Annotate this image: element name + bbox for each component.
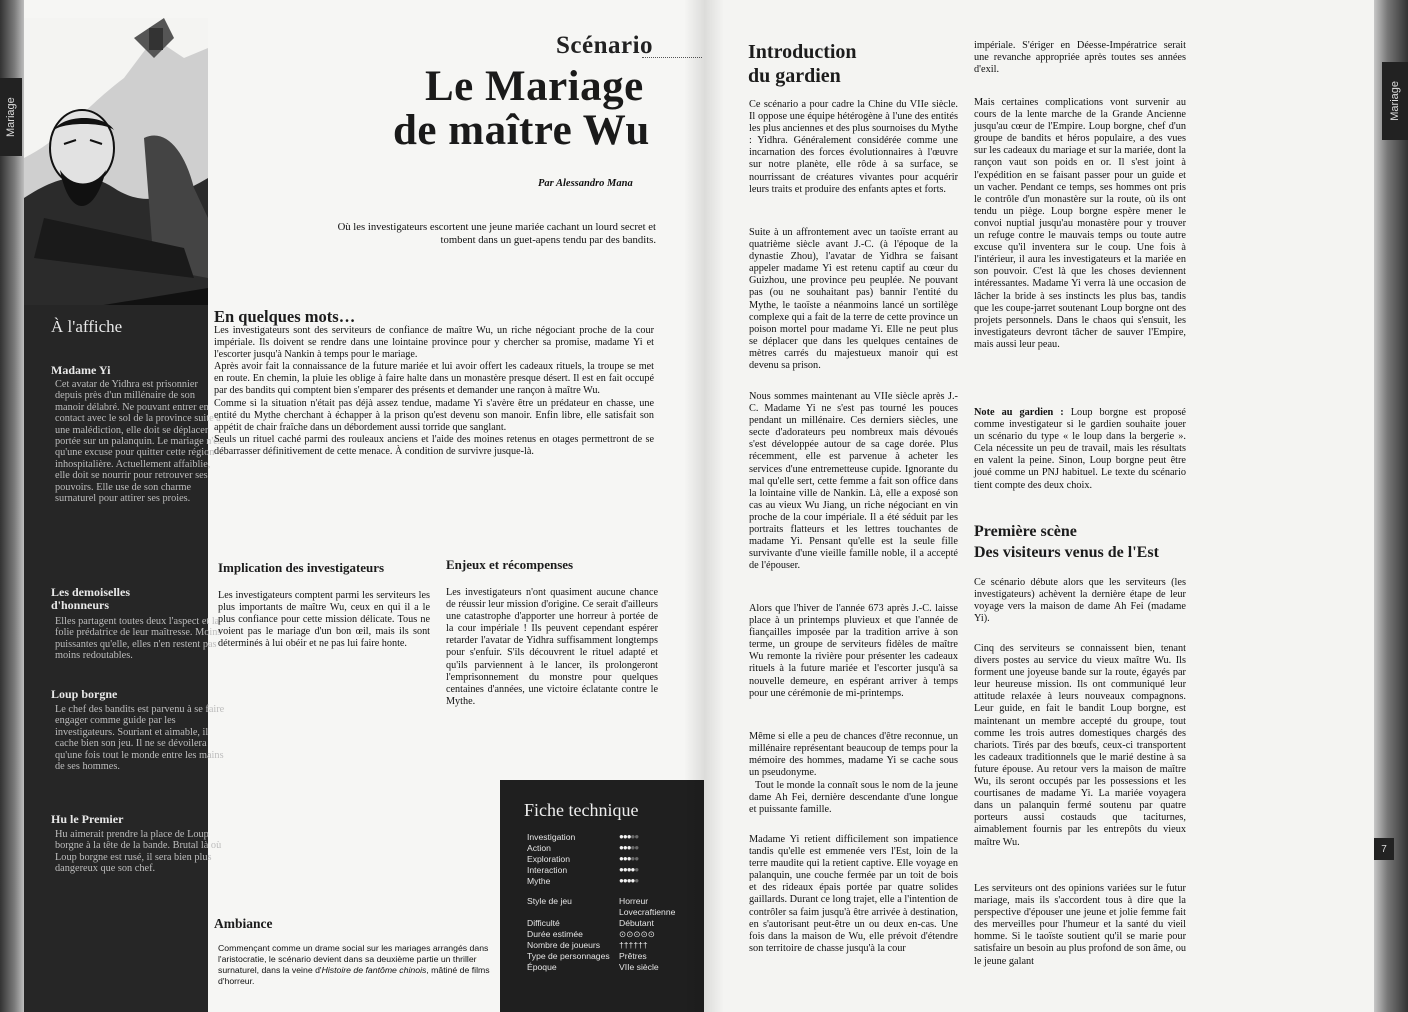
rating-dots xyxy=(619,843,638,852)
summary-paragraph: Les investigateurs sont des serviteurs de confiance de maître Wu, un riche négociant proche de la cour impériale. Ils doivent se rendre dans une lointaine province pour y chercher sa promise, madame Yi et l'escorter jusqu'à Nankin à temps pour le mariage. xyxy=(214,325,654,361)
gm-note-label: Note au gardien : xyxy=(974,407,1064,418)
filled-dot-icon: ● xyxy=(622,865,627,874)
detail-label: Type de personnages xyxy=(527,951,610,961)
book-spine xyxy=(684,0,724,1012)
gm-intro-paragraph: Ce scénario a pour cadre la Chine du VIIe siècle. Il oppose une équipe hétérogène à l'une des entités les plus anciennes et des plus sournoises du Mythe : Yidhra. Généralement considérée comme une incarnation des forces évolutionnaires à l'œuvre sur notre planète, elle rôde à sa surface, se nourrissant de créatures vivantes pour acquérir leurs traits et produire des enfants aptes et forts. xyxy=(749,99,958,195)
implication-text: Les investigateurs comptent parmi les serviteurs les plus importants de maître Wu, ceux en qui il a le plus confiance pour cette mission délicate. Tous ne voient pas le mariage d'un bon œil, mais ils sont déterminés à lui obéir et ne pas lui faire honte. xyxy=(218,590,430,650)
filled-dot-icon: ● xyxy=(626,854,631,863)
filled-dot-icon: ● xyxy=(622,843,627,852)
filled-dot-icon: ● xyxy=(619,843,623,852)
gm-note-text: Loup borgne est proposé comme investigateur si le gardien souhaite jouer un scénario du type « le loup dans la bergerie ». Cela nécessite un peu de travail, mais les résultats en valent la peine. Sinon, Loup borgne peut être joué comme un PNJ habituel. Le texte du scénario tient compte des deux choix. xyxy=(974,407,1186,491)
style-value: Horreur Lovecraftienne xyxy=(619,896,676,917)
chapter-tab-label: Mariage xyxy=(5,97,17,137)
technical-sheet xyxy=(500,780,704,1012)
stakes-text: Les investigateurs n'ont quasiment aucune chance de réussir leur mission d'origine. Ce serait d'ailleurs une catastrophe d'apporter une horreur à portée de la cour impériale ! Ils peuvent cependant espérer retarder l'avatar de Yidhra suffisamment longtemps pour s'enfuir. S'ils découvrent le rituel adapté et qu'ils parviennent à le lancer, ils prolongeront l'emprisonnement du monstre pour quelques centaines d'années, une victoire éclatante contre le Mythe. xyxy=(446,587,658,707)
gm-intro-heading xyxy=(748,40,857,88)
ambiance-text xyxy=(218,943,500,987)
first-scene-heading xyxy=(974,521,1159,563)
chapter-tab-label: Mariage xyxy=(1389,81,1401,121)
ambiance-film-title: Histoire de fantôme chinois xyxy=(321,965,427,975)
scenario-title-line2: de maître Wu xyxy=(393,107,650,154)
gm-intro-heading-line: Introduction xyxy=(748,41,857,63)
first-scene-paragraph: Les serviteurs ont des opinions variées sur le futur mariage, mais ils s'accordent tous à dire que la perspective d'épouser une jeune et jolie femme fait des merveilles pour l'humeur et la santé du vieil homme. Si le taoïste soutient qu'il se marie pour satisfaire un besoin au plus profond de son âme, ou le jeune galant xyxy=(974,883,1186,967)
scenario-hook: Où les investigateurs escortent une jeune mariée cachant un lourd secret et tombent dans un guet-apens tendu par des bandits. xyxy=(337,221,656,246)
cast-description: Hu aimerait prendre la place de Loup borgne à la tête de la bande. Brutal là où Loup borgne est rusé, il sera bien plus dangereux que son chef. xyxy=(55,829,222,875)
filled-dot-icon: ● xyxy=(626,832,631,841)
detail-value: Prêtres xyxy=(619,951,647,961)
author-credit: Par Alessandro Mana xyxy=(538,178,633,189)
scenario-title-line1: Le Mariage xyxy=(425,63,644,110)
style-label: Style de jeu xyxy=(527,896,572,906)
empty-dot-icon: ● xyxy=(634,876,639,885)
summary-paragraph: Comme si la situation n'était pas déjà assez tendue, madame Yi s'avère être un prédateur en chasse, une entité du Mythe cherchant à échapper à la prison qu'est devenu son manoir. Enfin libre, elle satisfait son appétit de chair fraîche dans un débordement aussi torride que sanglant. xyxy=(214,397,654,433)
filled-dot-icon: ● xyxy=(619,854,623,863)
cast-name: Hu le Premier xyxy=(51,812,124,826)
filled-dot-icon: ● xyxy=(619,865,623,874)
empty-dot-icon: ● xyxy=(634,865,639,874)
cast-name: Loup borgne xyxy=(51,687,118,701)
page-number-text: 7 xyxy=(1381,843,1387,855)
empty-dot-icon: ● xyxy=(634,832,639,841)
cast-sidebar xyxy=(24,305,225,1012)
technical-sheet-heading: Fiche technique xyxy=(524,800,639,820)
empty-dot-icon: ● xyxy=(634,854,639,863)
page-number-right xyxy=(1374,838,1394,860)
right-page xyxy=(704,0,1408,1012)
cast-name: Les demoiselles d'honneurs xyxy=(51,585,130,612)
gm-intro-paragraph: Nous sommes maintenant au VIIe siècle après J.-C. Madame Yi ne s'est pas tourné les pouces pendant un millénaire. Ces derniers siècles, une secte d'adorateurs peu nombreux mais dévoués s'est développée autour de sa cage dorée. Plus récemment, elle est parvenue à acheter les services d'une entremetteuse cupide. Ignorante du mal qu'elle sert, cette femme a fait son office dans la lointaine ville de Nankin. Là, elle a exposé son cas au vieux Wu Jiang, un riche négociant en vin proche de la cour impériale. Il a été séduit par les portraits flatteurs et les lettres touchantes de madame Yi. Pensant qu'elle est la seule fille survivante d'une vieille famille noble, il a accepté de l'épouser. xyxy=(749,391,958,572)
filled-dot-icon: ● xyxy=(626,876,631,885)
filled-dot-icon: ● xyxy=(622,876,627,885)
summary-paragraph: Seuls un rituel caché parmi des rouleaux anciens et l'aide des moines retenus en otages permettront de se débarrasser définitivement de cette menace. À condition de survivre jusque-là. xyxy=(214,433,654,457)
filled-dot-icon: ● xyxy=(622,832,627,841)
detail-label: Nombre de joueurs xyxy=(527,940,601,950)
stakes-heading: Enjeux et récompenses xyxy=(446,557,574,572)
implication-heading: Implication des investigateurs xyxy=(218,560,385,575)
detail-value: ⊙⊙⊙⊙⊙ xyxy=(619,929,656,939)
gm-intro-paragraph: Mais certaines complications vont survenir au cours de la lente marche de la Grande Ancienne jusqu'au cœur de l'Empire. Loup borgne, chef d'un groupe de bandits et héros populaire, a des vues sur les cadeaux du mariage et sur la mariée, dont la rançon vaut son poids en or. Il s'est joint à l'expédition en se faisant passer pour un guide et un vacher. Pendant ce temps, ses hommes ont pris le contrôle d'un monastère sur la route, où ils ont tendu un piège. Loup borgne espère mener le convoi nuptial jusqu'au monastère pour y trouver un refuge contre le mauvais temps ou toute autre excuse qu'il inventera sur le coup. Une fois à l'intérieur, il aura les investigateurs et la mariée en son pouvoir. C'est là que les choses deviennent intéressantes. Madame Yi verra là une occasion de lâcher la bride à ses instincts les plus bas, tandis que les coupe-jarret soutenant Loup borgne ont des projets personnels. Dans le chaos qui s'ensuit, les investigateurs devront tâcher de sauver l'Empire, mais aussi leur peau. xyxy=(974,97,1186,350)
sidebar-heading: À l'affiche xyxy=(51,317,123,336)
detail-label: Époque xyxy=(527,962,557,972)
rating-dots xyxy=(619,854,638,863)
ambiance-text-part: Commençant comme un drame social sur les mariages arrangés dans l'aristocratie, le scénario devient dans sa deuxième partie un thriller surnaturel, dans la veine d' xyxy=(218,943,489,975)
first-scene-heading-line: Première scène xyxy=(974,523,1077,540)
bearded-man-drawing xyxy=(24,18,208,318)
detail-value: Débutant xyxy=(619,918,654,928)
filled-dot-icon: ● xyxy=(626,865,631,874)
cast-description: Cet avatar de Yidhra est prisonnier depuis près d'un millénaire de son manoir délabré. Ne pouvant entrer en contact avec le sol de la province suite à une malédiction, elle doit se déplacer portée sur un palanquin. Le mariage n'est qu'une excuse pour quitter cette région inhospitalière. Actuellement affaiblie, elle doit se nourrir pour retrouver ses pouvoirs. Elle use de son charme surnaturel pour attirer ses proies. xyxy=(55,379,225,505)
gm-intro-heading-line: du gardien xyxy=(748,65,841,87)
empty-dot-icon: ● xyxy=(634,843,639,852)
filled-dot-icon: ● xyxy=(619,876,623,885)
detail-value: VIIe siècle xyxy=(619,962,659,972)
rating-label: Action xyxy=(527,843,551,853)
rating-dots xyxy=(619,876,638,885)
ambiance-text-part: , mâtiné de films d'horreur. xyxy=(218,965,490,986)
rating-dots xyxy=(619,865,638,874)
filled-dot-icon: ● xyxy=(622,854,627,863)
empty-dot-icon: ● xyxy=(630,843,635,852)
cast-description: Le chef des bandits est parvenu à se faire engager comme guide par les investigateurs. Souriant et aimable, il cache bien son jeu. Il ne se dévoilera qu'une fois tout le monde entre les mains de ses hommes. xyxy=(55,704,225,773)
detail-label: Durée estimée xyxy=(527,929,583,939)
filled-dot-icon: ● xyxy=(619,832,623,841)
rating-label: Mythe xyxy=(527,876,551,886)
gm-intro-paragraph: impériale. S'ériger en Déesse-Impératrice serait une revanche appropriée après toutes ses années d'exil. xyxy=(974,40,1186,76)
detail-label: Difficulté xyxy=(527,918,560,928)
rating-label: Exploration xyxy=(527,854,570,864)
filled-dot-icon: ● xyxy=(630,865,635,874)
first-scene-heading-line: Des visiteurs venus de l'Est xyxy=(974,544,1159,561)
gm-intro-paragraph: Suite à un affrontement avec un taoïste errant au quatrième siècle avant J.-C. (à l'époque de la dynastie Zhou), l'avatar de Yidhra se faisant appeler madame Yi est retenu captif au cœur du Guizhou, une province peu peuplée. Ne pouvant pas (ou ne souhaitant pas) bannir l'entité du Mythe, le taoïste a néanmoins lancé un sortilège complexe qui a fait de la terre de cette province un poison mortel pour madame Yi. Elle ne peut plus se déplacer que dans les quelques centaines de mètres carrés du majestueux manoir qui est devenu sa prison. xyxy=(749,227,958,372)
summary-heading: En quelques mots… xyxy=(214,307,356,326)
gm-intro-paragraph: Alors que l'hiver de l'année 673 après J.-C. laisse place à un printemps pluvieux et que l'année de fiançailles imposée par la tradition arrive à son terme, un groupe de serviteurs fidèles de maître Wu remonte la rivière pour présenter les cadeaux rituels à la future mariée et l'escorter jusqu'à sa nouvelle demeure, en espérant arriver à temps pour une cérémonie de mi-printemps. xyxy=(749,603,958,699)
right-page-edge xyxy=(1374,0,1408,1012)
empty-dot-icon: ● xyxy=(630,854,635,863)
character-illustration xyxy=(24,18,208,318)
summary-text xyxy=(214,325,654,458)
rating-dots xyxy=(619,832,638,841)
gm-note xyxy=(974,407,1186,492)
filled-dot-icon: ● xyxy=(626,843,631,852)
chapter-tab-right xyxy=(1382,62,1408,140)
gm-intro-paragraph: Madame Yi retient difficilement son impatience tandis qu'elle est emmenée vers l'Est, loin de la terre maudite qui la retient captive. Elle voyage en palanquin, une couche fermée par un toit de bois et des rideaux épais portée par quatre solides gaillards. Durant ce long trajet, elle a l'intention de contrôler sa faim jusqu'à être arrivée à destination, en s'autorisant peut-être un ou deux en-cas. Une fois dans la maison de Wu, elle prévoit d'étendre son territoire de chasse jusqu'à la cour xyxy=(749,834,958,954)
detail-value: †††††† xyxy=(619,940,648,950)
first-scene-paragraph: Cinq des serviteurs se connaissent bien, tenant divers postes au service du vieux maître Wu. Ils forment une joyeuse bande sur la route, égayés par leur heureuse mission. Ils ont communiqué leur attitude relaxée à leurs nouveaux compagnons. Leur guide, en fait le bandit Loup borgne, est maintenant un membre accepté du groupe, tout comme les trois autres domestiques chargés des chariots. Tirés par des bœufs, ceux-ci transportent les cadeaux traditionnels que le marié destine à sa future épouse. Au retour vers la maison de maître Wu, ils seront occupés par les possessions et les courtisanes de madame Yi. La mariée voyagera dans un palanquin fermé soutenu par quatre porteurs aussi costauds que taciturnes, aimablement fournis par les entrepôts du vieux maître Wu. xyxy=(974,643,1186,848)
summary-paragraph: Après avoir fait la connaissance de la future mariée et lui avoir offert les cadeaux rituels, la troupe se met en route. En chemin, la pluie les oblige à faire halte dans un monastère presque désert. Il est en fait occupé par des bandits qui comptent bien s'emparer des présents et demander une rançon à maître Wu. xyxy=(214,361,654,397)
rating-label: Interaction xyxy=(527,865,568,875)
filled-dot-icon: ● xyxy=(630,876,635,885)
cast-description: Elles partagent toutes deux l'aspect et la folie prédatrice de leur maîtresse. Moins puissantes qu'elle, elles n'en restent pas moins redoutables. xyxy=(55,616,222,662)
gm-intro-paragraph: Même si elle a peu de chances d'être reconnue, un millénaire représentant beaucoup de temps pour la mémoire des hommes, madame Yi se cache sous un pseudonyme. xyxy=(749,731,958,779)
rating-label: Investigation xyxy=(527,832,576,842)
empty-dot-icon: ● xyxy=(630,832,635,841)
cast-name: Madame Yi xyxy=(51,363,111,377)
section-label: Scénario xyxy=(556,32,654,59)
chapter-tab-left xyxy=(0,78,22,156)
first-scene-paragraph: Ce scénario débute alors que les serviteurs (les investigateurs) achèvent la dernière étape de leur voyage vers la maison de dame Ah Fei (madame Yi). xyxy=(974,577,1186,625)
ambiance-heading: Ambiance xyxy=(214,916,273,931)
gm-intro-paragraph: Tout le monde la connaît sous le nom de la jeune dame Ah Fei, dernière descendante d'une longue et puissante famille. xyxy=(749,780,958,816)
